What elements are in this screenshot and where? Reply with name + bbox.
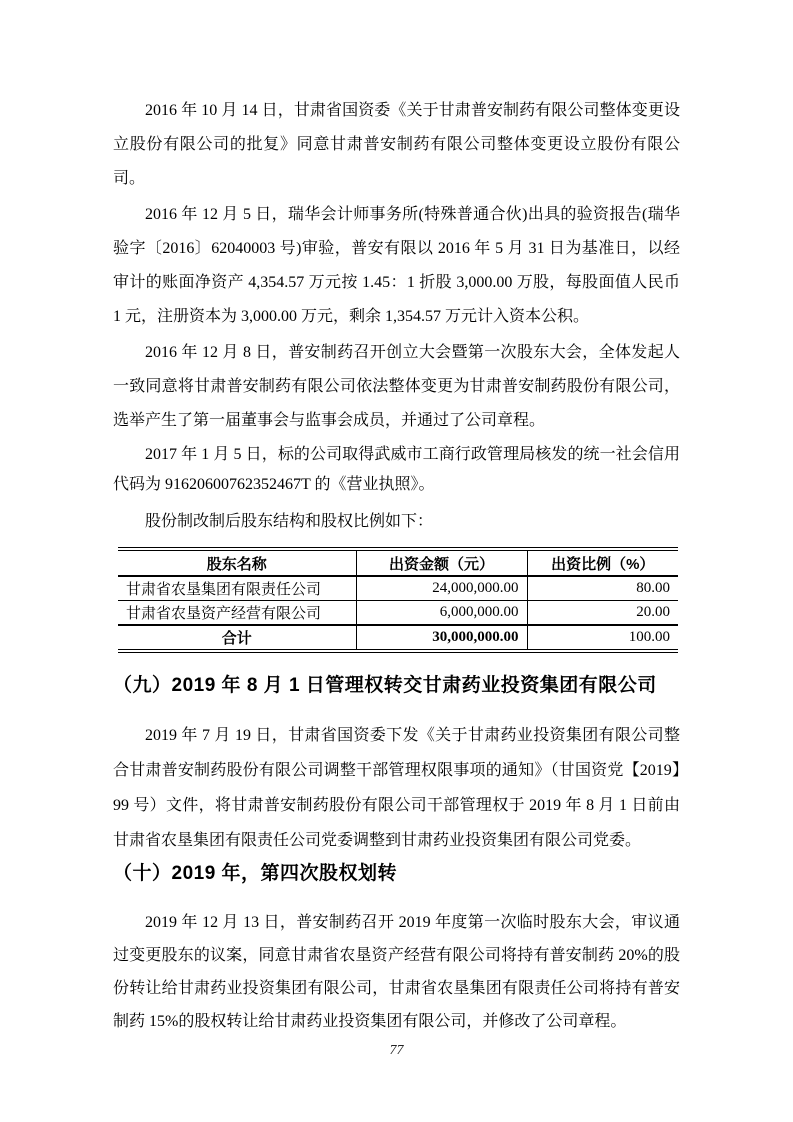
body-paragraph-founding-meeting-2016-12-08: 2016 年 12 月 8 日，普安制药召开创立大会暨第一次股东大会，全体发起人一致同意将甘肃普安制药有限公司依法整体变更为甘肃普安制药股份有限公司，选举产生了第一届董事会与监事会成员，并通过了公司章程。: [113, 344, 680, 429]
shareholding-table: [118, 547, 678, 653]
table-cell-total-ratio: 100.00: [527, 625, 678, 651]
section-heading-9-management-transfer: （九）2019 年 8 月 1 日管理权转交甘肃药业投资集团有限公司: [113, 675, 657, 696]
table-row-shareholder-1: [118, 576, 678, 601]
table-cell-ratio: 80.00: [527, 576, 678, 601]
table-cell-amount: 24,000,000.00: [356, 576, 527, 601]
table-header-contribution-ratio: 出资比例（%）: [527, 549, 678, 576]
page-number: 77: [389, 1043, 404, 1058]
body-paragraph-shareholder-meeting-2019-12-13: 2019 年 12 月 13 日，普安制药召开 2019 年度第一次临时股东大会，审议通过变更股东的议案，同意甘肃省农垦资产经营有限公司将持有普安制药 20%的股份转让给甘肃药业投资集团有限公司，甘肃省农垦集团有限责任公司将持有普安制药 15%的股权转让给甘肃药业投资集团有限公司，并修改了公司章程。: [113, 914, 680, 1030]
table-header-contribution-amount: 出资金额（元）: [356, 549, 527, 576]
table-header-row: [118, 549, 678, 576]
table-intro-line: 股份制改制后股东结构和股权比例如下：: [145, 513, 434, 530]
body-paragraph-approval-2016-10-14: 2016 年 10 月 14 日，甘肃省国资委《关于甘肃普安制药有限公司整体变更设立股份有限公司的批复》同意甘肃普安制药有限公司整体变更设立股份有限公司。: [113, 102, 680, 187]
table-cell-amount: 6,000,000.00: [356, 601, 527, 626]
table-cell-total-label: 合计: [118, 625, 356, 651]
table-row-shareholder-2: [118, 601, 678, 626]
table-cell-ratio: 20.00: [527, 601, 678, 626]
section-heading-10-fourth-equity-transfer: （十）2019 年，第四次股权划转: [113, 863, 398, 884]
table-cell-total-amount: 30,000,000.00: [356, 625, 527, 651]
table-row-total: [118, 625, 678, 651]
body-paragraph-business-license-2017-01-05: 2017 年 1 月 5 日，标的公司取得武威市工商行政管理局核发的统一社会信用代码为 91620600762352467T 的《营业执照》。: [113, 446, 680, 493]
body-paragraph-notice-2019-07-19: 2019 年 7 月 19 日，甘肃省国资委下发《关于甘肃药业投资集团有限公司整合甘肃普安制药股份有限公司调整干部管理权限事项的通知》（甘国资党【2019】99 号）文件，将甘肃普安制药股份有限公司干部管理权于 2019 年 8 月 1 日前由甘肃省农垦集团有限责任公司党委调整到甘肃药业投资集团有限公司党委。: [113, 727, 680, 849]
body-paragraph-capital-verification-2016-12-05: 2016 年 12 月 5 日，瑞华会计师事务所(特殊普通合伙)出具的验资报告(瑞华验字〔2016〕62040003 号)审验，普安有限以 2016 年 5 月 31 日为基准日，以经审计的账面净资产 4,354.57 万元按 1.45：1 折股 3,000.00 万股，每股面值人民币 1 元，注册资本为 3,000.00 万元，剩余 1,354.57 万元计入资本公积。: [113, 206, 680, 325]
table-cell-shareholder-name: 甘肃省农垦集团有限责任公司: [118, 576, 356, 601]
table-header-shareholder-name: 股东名称: [118, 549, 356, 576]
table-cell-shareholder-name: 甘肃省农垦资产经营有限公司: [118, 601, 356, 626]
